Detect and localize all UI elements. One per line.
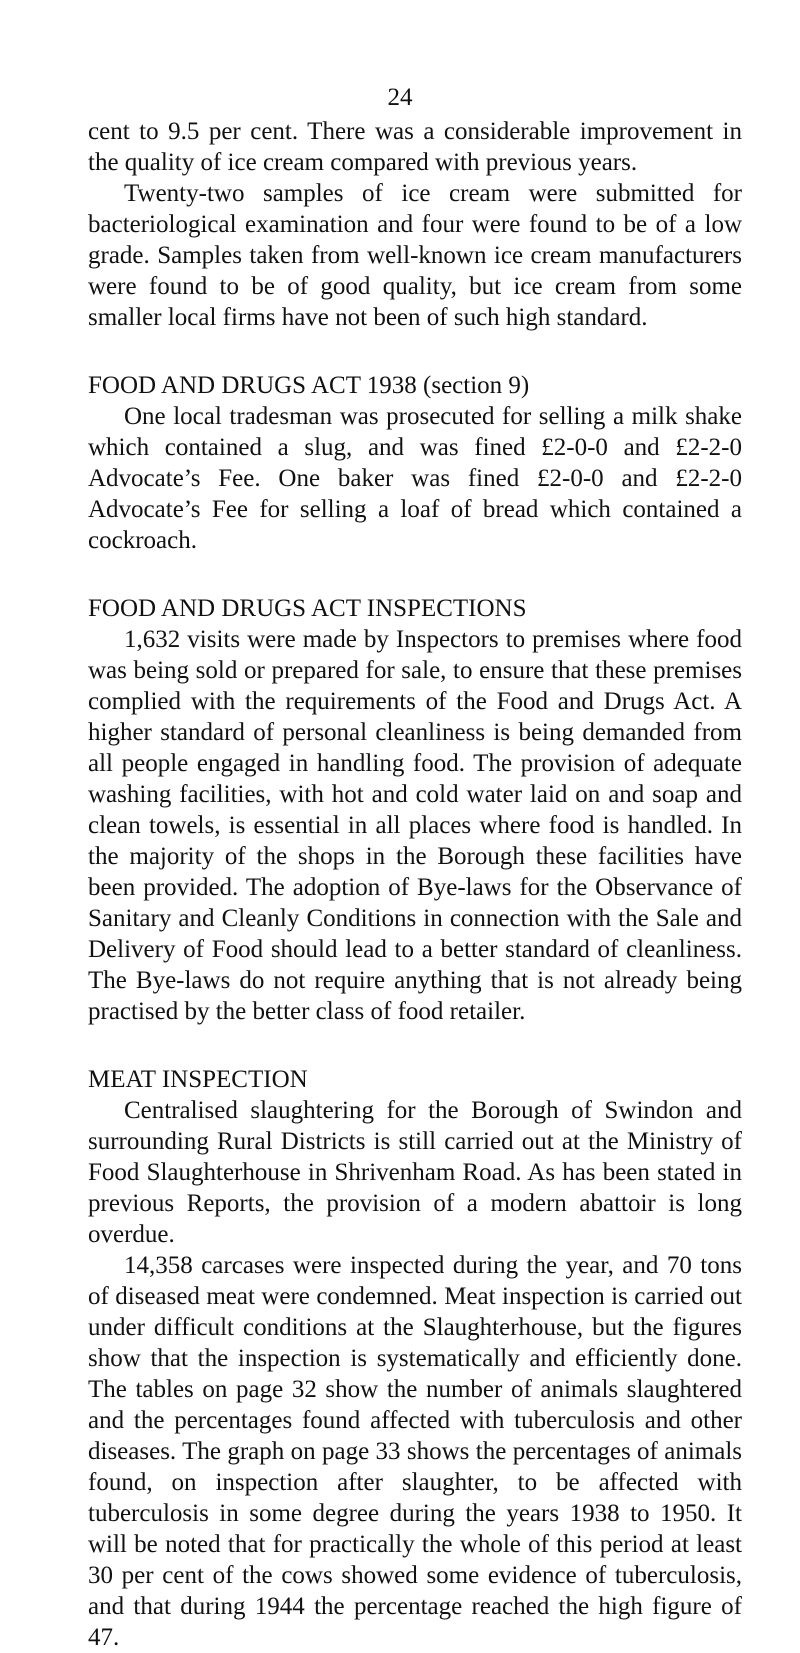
heading-food-drugs-section-9: FOOD AND DRUGS ACT 1938 (section 9) (88, 372, 530, 399)
food-drugs-inspections-paragraph: 1,632 visits were made by Inspectors to premises where food was being sold or prepared for sale, to ensure that these premises complied with the requirements of the Food and Drugs Act. A higher standard of personal cleanliness is being demanded from all people engaged in handling food. The provision of adequate washing facilities, with hot and cold water laid on and soap and clean towels, is essential in all places where food is handled. In the majority of the shops in the Borough these facilities have been provided. The adoption of Bye-laws for the Observance of Sanitary and Cleanly Conditions in connection with the Sale and Delivery of Food should lead to a better standard of cleanliness. The Bye-laws do not require anything that is not already being practised by the better class of food retailer. (88, 626, 742, 1025)
intro-paragraph-2: Twenty-two samples of ice cream were submitted for bacteriological examination and four were found to be of a low grade. Samples taken from well-known ice cream manufacturers were found to be of good quality, but ice cream from some smaller local firms have not been of such high standard. (88, 180, 742, 331)
section-spacer (88, 1027, 742, 1064)
section-spacer (88, 333, 742, 370)
section-spacer (88, 556, 742, 593)
heading-food-drugs-inspections: FOOD AND DRUGS ACT INSPECTIONS (88, 595, 527, 622)
intro-paragraph-1: cent to 9.5 per cent. There was a considerable improvement in the quality of ice cream compared with previous years. (88, 118, 742, 176)
page-content (88, 116, 742, 1653)
food-drugs-section-9-paragraph: One local tradesman was prosecuted for selling a milk shake which contained a slug, and was fined £2-0-0 and £2-2-0 Advocate’s Fee. One baker was fined £2-0-0 and £2-2-0 Advocate’s Fee for selling a loaf of bread which contained a cockroach. (88, 403, 742, 554)
meat-inspection-paragraph-1: Centralised slaughtering for the Borough of Swindon and surrounding Rural Districts is still carried out at the Ministry of Food Slaughterhouse in Shrivenham Road. As has been stated in previous Reports, the provision of a modern abattoir is long overdue. (88, 1097, 742, 1248)
page-number: 24 (387, 84, 413, 111)
heading-meat-inspection: MEAT INSPECTION (88, 1066, 308, 1093)
meat-inspection-paragraph-2: 14,358 carcases were inspected during the year, and 70 tons of diseased meat were condemned. Meat inspection is carried out under difficult conditions at the Slaughterhouse, but the figures show that the inspection is systematically and efficiently done. The tables on page 32 show the number of animals slaughtered and the percentages found affected with tuberculosis and other diseases. The graph on page 33 shows the percentages of animals found, on inspection after slaughter, to be affected with tuberculosis in some degree during the years 1938 to 1950. It will be noted that for practically the whole of this period at least 30 per cent of the cows showed some evidence of tuberculosis, and that during 1944 the percentage reached the high figure of 47. (88, 1252, 742, 1651)
